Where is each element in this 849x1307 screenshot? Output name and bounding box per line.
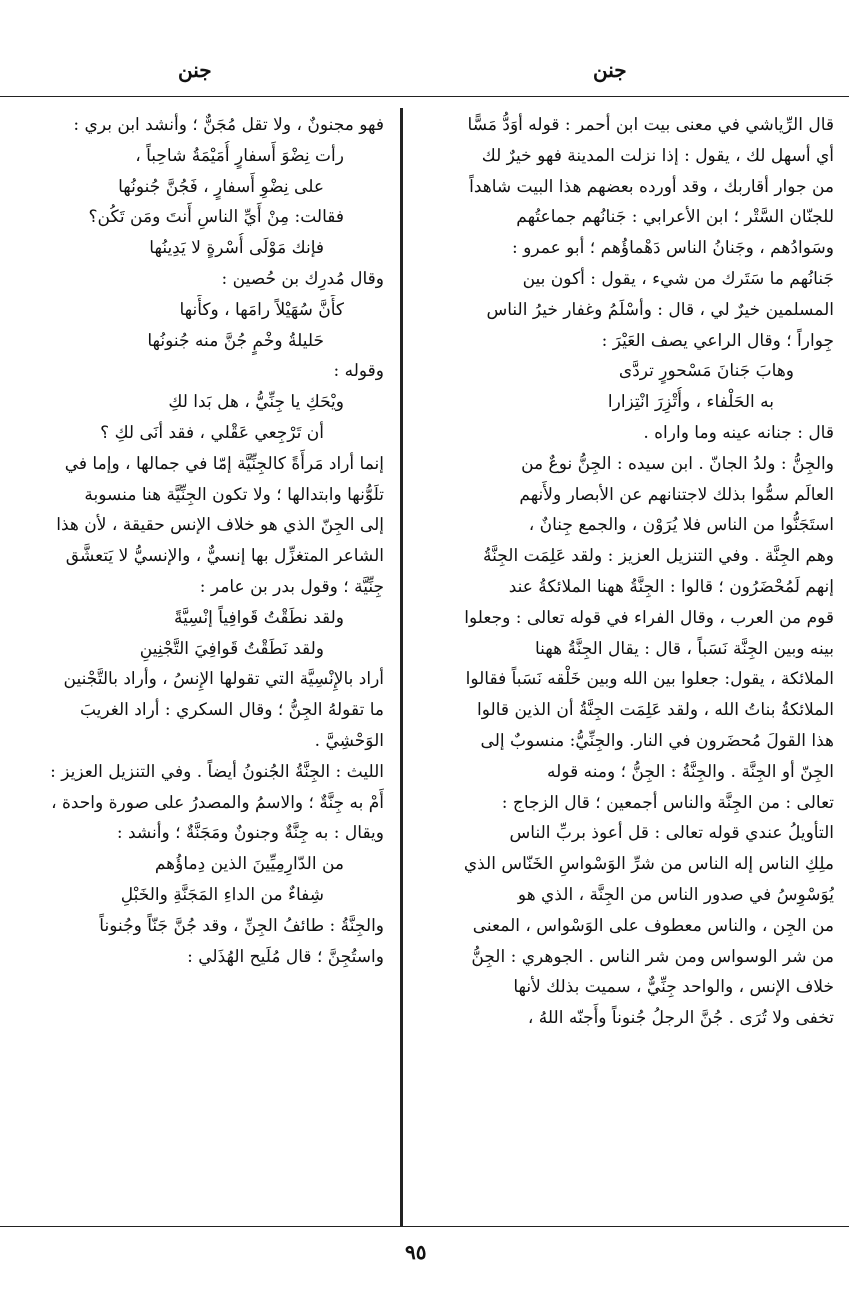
text-line: وهم الجِنَّة . وفي التنزيل العزيز : ولقد عَلِمَت الجِنَّةُ xyxy=(483,546,834,567)
text-line: تعالى : من الجِنَّة والناس أجمعين ؛ قال الزجاج : xyxy=(501,792,834,813)
text-line: تخفى ولا تُرَى . جُنَّ الرجلُ جُنوناً وأَجنّه اللهُ ، xyxy=(527,1008,834,1029)
text-line: هذا القولَ مُحضَرون في النار. والجِنِّيُّ: منسوبٌ إلى xyxy=(480,730,834,751)
text-line: استَجَنُّوا من الناس فلا يُرَوْن ، والجمع جِنانٌ ، xyxy=(528,515,834,536)
text-line: للجنّان السَّتْر ؛ ابن الأعرابي : جَنانُهم جماعتُهم xyxy=(516,207,834,228)
column-divider xyxy=(400,108,403,1227)
bottom-rule xyxy=(0,1226,849,1227)
verse-line: ويْحَكِ يا جِنِّيُّ ، هل بَدا لكِ xyxy=(168,392,344,413)
text-line: إنهم لَمُحْضَرُون ؛ قالوا : الجِنَّةُ ههنا الملائكةُ عند xyxy=(508,576,834,597)
text-line: المسلمين خيرٌ لي ، قال : وأسْلَمُ وغفار خيرُ الناس xyxy=(486,299,834,320)
text-line: أي أسهل لك ، يقول : إذا نزلت المدينة فهو خيرٌ لك xyxy=(481,145,834,166)
verse-line: ولقد نَطَقْتُ قَوافِيَ التَّجْنِينِ xyxy=(139,638,324,659)
text-line: جِنِّيَّة ؛ وقول بدر بن عامر : xyxy=(199,576,384,597)
text-line: أَمْ به جِنَّةٌ ؛ والاسمُ والمصدرُ على صورة واحدة ، xyxy=(51,792,384,813)
header-left-word: جنن xyxy=(178,58,212,82)
text-line: أراد بالإِنْسِيَّة التي تقولها الإِنسُ ، وأراد بالتَّجْنين xyxy=(63,669,384,690)
text-line: ويقال : به جِنَّةٌ وجنونٌ ومَجَنَّةٌ ؛ وأنشد : xyxy=(116,823,384,844)
text-line: والجِنَّةُ : طائفُ الجِنِّ ، وقد جُنَّ جَنّاً وجُنوناً xyxy=(99,915,384,936)
text-line: الجِنّ أو الجِنَّة . والجِنَّةُ : الجِنُّ ؛ ومنه قوله xyxy=(547,761,834,782)
text-line: واستُجِنَّ ؛ قال مُلَيح الهُذَلي : xyxy=(187,946,384,967)
text-line: ما تقولهُ الجِنُّ ؛ وقال السكري : أراد الغريبَ xyxy=(79,700,384,721)
verse-line: رأت نِضْوَ أَسفارٍ أُمَيْمَةُ شاحِباً ، xyxy=(135,145,344,166)
text-line: الوَحْشِيَّ . xyxy=(314,730,384,751)
text-line: الليث : الجِنَّةُ الجُنونُ أيضاً . وفي التنزيل العزيز : xyxy=(50,761,384,782)
text-line: قال الرِّياشي في معنى بيت ابن أحمر : قوله أوَدُّ مَسًّا xyxy=(467,115,834,135)
right-column xyxy=(414,110,834,1034)
verse-line: من الدّارِمِيِّينَ الذين دِماؤُهم xyxy=(154,854,344,875)
verse-line: فقالت: مِنْ أَيِّ الناسِ أَنتَ ومَن تَكُن؟ xyxy=(88,207,344,228)
text-line: الملائكةُ بناتُ الله ، ولقد عَلِمَت الجِنَّةُ أن الذين قالوا xyxy=(477,700,834,721)
verse-line: كأَنَّ سُهَيْلاً رامَها ، وكأَنها xyxy=(179,299,344,320)
header-right-word: جنن xyxy=(593,58,627,82)
left-column xyxy=(0,110,384,972)
page-number: ٩٥ xyxy=(405,1240,427,1264)
verse-line: به الحَلْفاء ، وأُتْزِرَ انْتِزارا xyxy=(607,392,774,413)
verse-line: أن تَرْجِعي عَقْلي ، فقد أنَى لكِ ؟ xyxy=(100,422,324,443)
text-line: وسَوادُهم ، وجَنانُ الناس دَهْماؤُهم ؛ أبو عمرو : xyxy=(512,238,834,259)
text-line: وقال مُدرِك بن حُصين : xyxy=(221,268,384,289)
text-line: يُوَسْوِسُ في صدور الناس من الجِنَّة ، الذي هو xyxy=(517,884,834,905)
text-line: العالَم سمُّوا بذلك لاجتنانهم عن الأبصار ولأَنهم xyxy=(519,484,834,505)
text-line: قال : جنانه عينه وما واراه . xyxy=(643,422,834,443)
text-line: خلاف الإنس ، والواحد جِنِّيٌّ ، سميت بذلك لأنها xyxy=(513,977,834,998)
text-line: جِواراً ؛ وقال الراعي يصف العَيْرَ : xyxy=(601,330,834,351)
verse-line: حَليلةُ وخْمٍ جُنَّ منه جُنونُها xyxy=(147,330,324,351)
text-line: وقوله : xyxy=(333,361,384,382)
text-line: من شر الوسواس ومن شر الناس . الجوهري : الجِنُّ xyxy=(471,946,834,967)
text-line: إلى الجِنّ الذي هو خلاف الإنس حقيقة ، لأن هذا xyxy=(56,515,384,536)
verse-line: وهابَ جَنانَ مَسْحورٍ تردَّى xyxy=(618,361,794,382)
text-line: فهو مجنونٌ ، ولا تقل مُجَنٌّ ؛ وأنشد ابن بري : xyxy=(73,115,384,135)
text-line: تلَوُّنها وابتدالها ؛ ولا تكون الجِنِّيَّة هنا منسوبة xyxy=(84,484,384,505)
text-line: والجِنُّ : ولدُ الجانّ . ابن سيده : الجِنُّ نوعٌ من xyxy=(521,453,834,474)
verse-line: ولقد نطَقْتُ قَوافِياً إنْسِيَّةً xyxy=(173,607,344,628)
text-line: قوم من العرب ، وقال الفراء في قوله تعالى : وجعلوا xyxy=(464,607,834,628)
top-rule xyxy=(0,96,849,97)
text-line: جَنانُهم ما سَتَرك من شيء ، يقول : أكون بين xyxy=(522,268,834,289)
verse-line: على نِضْوِ أَسفارٍ ، فَجُنَّ جُنونُها xyxy=(118,176,324,197)
verse-line: شِفاءٌ من الداءِ المَجَنَّةِ والخَبْلِ xyxy=(120,884,324,905)
verse-line: فإنك مَوْلَى أُسْرةٍ لا يَدِينُها xyxy=(149,238,324,259)
text-line: الشاعر المتغزِّل بها إنسيٌّ ، والإنسيُّ لا يَتعشَّق xyxy=(65,546,384,567)
text-line: من الجِن ، والناس معطوف على الوَسْواس ، المعنى xyxy=(472,915,834,936)
text-line: ملِكِ الناس إله الناس من شرِّ الوَسْواسِ الخَنّاس الذي xyxy=(463,854,834,875)
text-line: من جوار أقاربك ، وقد أورده بعضهم هذا البيت شاهداً xyxy=(469,176,834,197)
text-line: بينه وبين الجِنَّة نَسَباً ، قال : يقال الجِنَّةُ ههنا xyxy=(534,638,834,659)
text-line: الملائكة ، يقول: جعلوا بين الله وبين خَلْقه نَسَباً فقالوا xyxy=(465,669,834,690)
text-line: التأويلُ عندي قوله تعالى : قل أعوذ بربِّ الناس xyxy=(509,823,834,844)
text-line: إنما أراد مَرأَةً كالجِنِّيَّة إمّا في جمالها ، وإما في xyxy=(64,453,384,474)
